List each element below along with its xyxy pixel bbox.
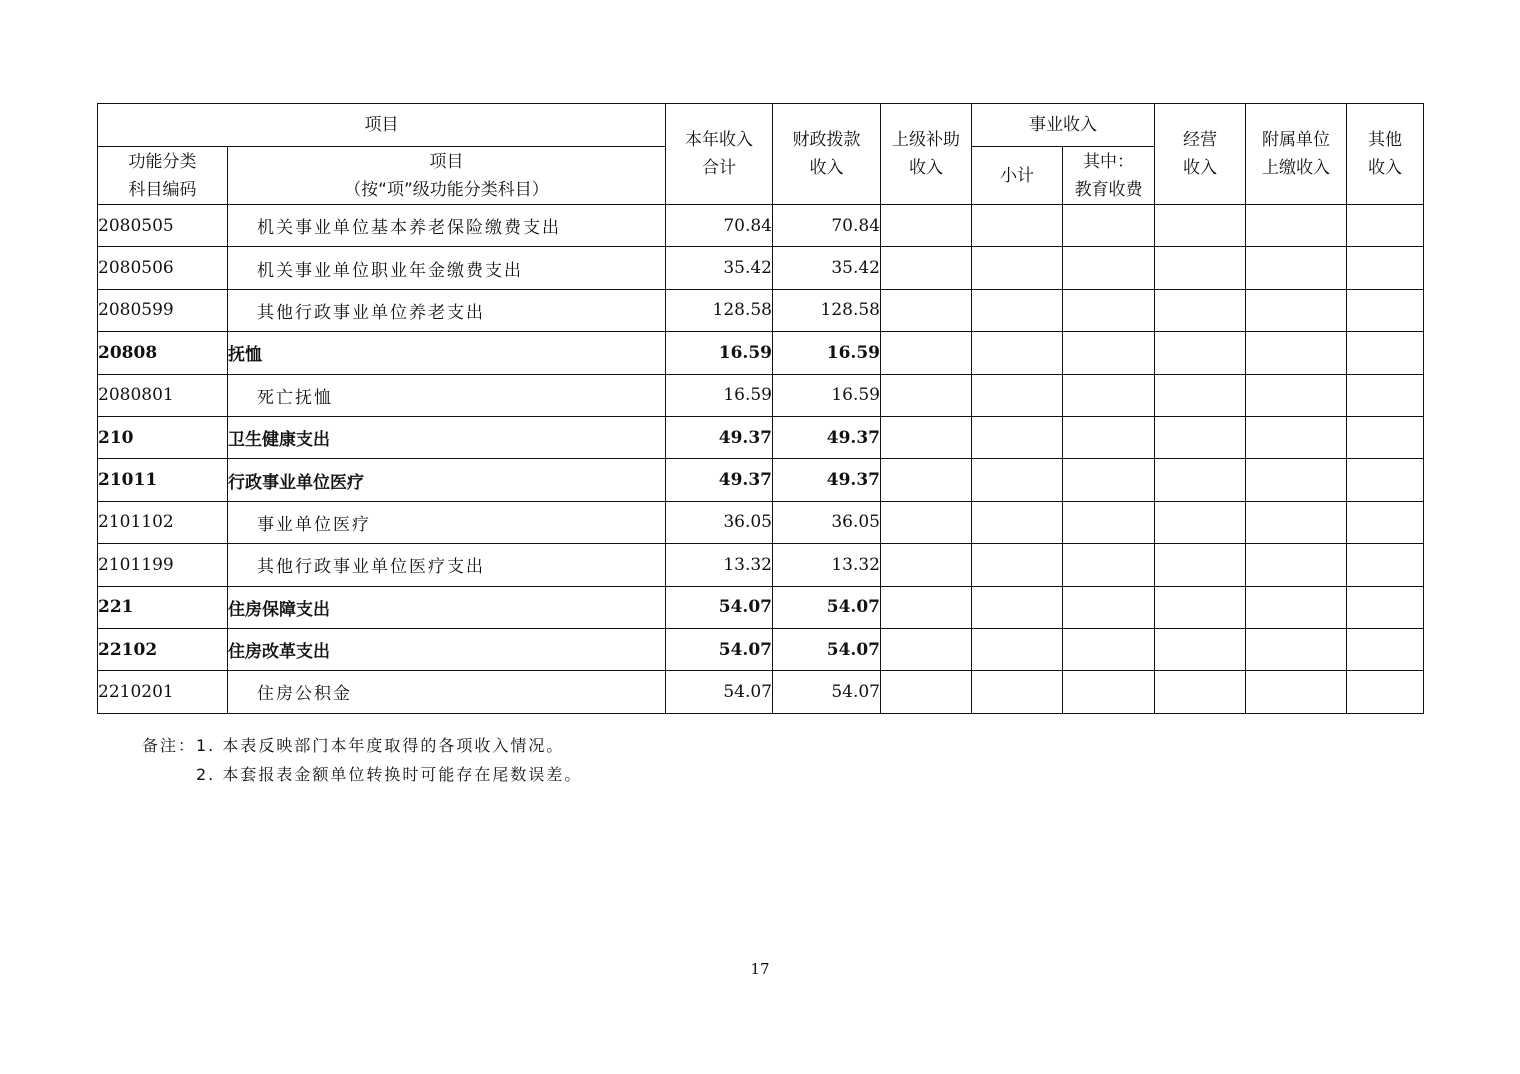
cell-total-income: 16.59	[666, 374, 773, 416]
cell-code: 20808	[98, 332, 228, 374]
header-other	[1347, 104, 1424, 205]
table-row	[98, 205, 1424, 247]
note-line-2: 2. 本套报表金额单位转换时可能存在尾数误差。	[196, 765, 583, 784]
cell-operating	[1155, 247, 1246, 289]
cell-subtotal	[972, 628, 1063, 670]
cell-code: 210	[98, 416, 228, 458]
cell-total-income: 16.59	[666, 332, 773, 374]
cell-code: 2080801	[98, 374, 228, 416]
header-superior	[881, 104, 972, 205]
cell-total-income: 70.84	[666, 205, 773, 247]
cell-fiscal: 54.07	[773, 628, 881, 670]
cell-code: 2101199	[98, 544, 228, 586]
cell-subtotal	[972, 501, 1063, 543]
table-row	[98, 544, 1424, 586]
cell-superior	[881, 501, 972, 543]
cell-operating	[1155, 289, 1246, 331]
cell-code: 221	[98, 586, 228, 628]
table-row	[98, 459, 1424, 501]
cell-other	[1347, 374, 1424, 416]
header-total-income	[666, 104, 773, 205]
cell-edu-fee	[1063, 332, 1155, 374]
cell-subtotal	[972, 416, 1063, 458]
cell-affiliated	[1246, 544, 1347, 586]
cell-affiliated	[1246, 205, 1347, 247]
cell-fiscal: 49.37	[773, 416, 881, 458]
cell-superior	[881, 416, 972, 458]
cell-fiscal: 16.59	[773, 374, 881, 416]
cell-code: 2080599	[98, 289, 228, 331]
cell-affiliated	[1246, 459, 1347, 501]
cell-subtotal	[972, 247, 1063, 289]
cell-item-name: 事业单位医疗	[228, 501, 666, 543]
cell-superior	[881, 374, 972, 416]
cell-edu-fee	[1063, 289, 1155, 331]
cell-item-name: 住房公积金	[228, 671, 666, 713]
cell-other	[1347, 416, 1424, 458]
cell-total-income: 36.05	[666, 501, 773, 543]
cell-edu-fee	[1063, 374, 1155, 416]
cell-edu-fee	[1063, 416, 1155, 458]
cell-subtotal	[972, 671, 1063, 713]
cell-operating	[1155, 586, 1246, 628]
header-item-line2: （按“项”级功能分类科目）	[344, 179, 549, 200]
header-code-line2: 科目编码	[128, 179, 197, 200]
cell-superior	[881, 586, 972, 628]
cell-fiscal: 49.37	[773, 459, 881, 501]
cell-superior	[881, 544, 972, 586]
header-edu-fee	[1063, 147, 1155, 205]
cell-edu-fee	[1063, 671, 1155, 713]
cell-fiscal: 36.05	[773, 501, 881, 543]
cell-affiliated	[1246, 586, 1347, 628]
table-row	[98, 374, 1424, 416]
cell-operating	[1155, 671, 1246, 713]
table-row	[98, 289, 1424, 331]
cell-other	[1347, 205, 1424, 247]
cell-operating	[1155, 628, 1246, 670]
cell-superior	[881, 459, 972, 501]
header-other-line2: 收入	[1368, 158, 1402, 178]
cell-item-name: 住房改革支出	[228, 628, 666, 670]
cell-other	[1347, 501, 1424, 543]
header-affiliated-line2: 上缴收入	[1262, 158, 1330, 178]
cell-subtotal	[972, 544, 1063, 586]
notes	[142, 731, 582, 789]
cell-item-name: 死亡抚恤	[228, 374, 666, 416]
cell-item-name: 其他行政事业单位医疗支出	[228, 544, 666, 586]
header-item	[228, 147, 666, 205]
header-superior-line1: 上级补助	[892, 130, 960, 150]
header-affiliated	[1246, 104, 1347, 205]
cell-affiliated	[1246, 247, 1347, 289]
cell-fiscal: 70.84	[773, 205, 881, 247]
cell-item-name: 卫生健康支出	[228, 416, 666, 458]
cell-affiliated	[1246, 332, 1347, 374]
cell-item-name: 机关事业单位基本养老保险缴费支出	[228, 205, 666, 247]
table-row	[98, 628, 1424, 670]
cell-item-name: 行政事业单位医疗	[228, 459, 666, 501]
cell-operating	[1155, 374, 1246, 416]
cell-superior	[881, 205, 972, 247]
cell-affiliated	[1246, 501, 1347, 543]
cell-operating	[1155, 459, 1246, 501]
header-total-income-line2: 合计	[702, 158, 736, 178]
cell-edu-fee	[1063, 501, 1155, 543]
cell-total-income: 35.42	[666, 247, 773, 289]
cell-code: 22102	[98, 628, 228, 670]
cell-item-name: 住房保障支出	[228, 586, 666, 628]
header-row-1	[98, 104, 1424, 147]
cell-code: 21011	[98, 459, 228, 501]
cell-item-name: 机关事业单位职业年金缴费支出	[228, 247, 666, 289]
cell-operating	[1155, 416, 1246, 458]
cell-edu-fee	[1063, 586, 1155, 628]
cell-other	[1347, 671, 1424, 713]
cell-other	[1347, 544, 1424, 586]
cell-item-name: 抚恤	[228, 332, 666, 374]
header-project: 项目	[98, 104, 666, 147]
cell-fiscal: 13.32	[773, 544, 881, 586]
cell-superior	[881, 289, 972, 331]
table-row	[98, 416, 1424, 458]
header-fiscal-line2: 收入	[809, 158, 844, 178]
cell-edu-fee	[1063, 247, 1155, 289]
cell-affiliated	[1246, 628, 1347, 670]
cell-operating	[1155, 205, 1246, 247]
header-edu-line2: 教育收费	[1074, 179, 1143, 200]
table-row	[98, 247, 1424, 289]
header-code-line1: 功能分类	[128, 151, 197, 172]
cell-superior	[881, 332, 972, 374]
header-other-line1: 其他	[1368, 130, 1402, 150]
cell-operating	[1155, 501, 1246, 543]
header-affiliated-line1: 附属单位	[1262, 130, 1330, 150]
cell-subtotal	[972, 459, 1063, 501]
header-operating-line2: 收入	[1183, 158, 1217, 178]
cell-affiliated	[1246, 289, 1347, 331]
cell-total-income: 13.32	[666, 544, 773, 586]
cell-affiliated	[1246, 416, 1347, 458]
note-line-1: 备注：1. 本表反映部门本年度取得的各项收入情况。	[142, 736, 565, 755]
cell-fiscal: 54.07	[773, 671, 881, 713]
header-fiscal-line1: 财政拨款	[792, 130, 861, 150]
income-table	[97, 103, 1424, 714]
header-operating-line1: 经营	[1183, 130, 1217, 150]
cell-operating	[1155, 332, 1246, 374]
cell-code: 2101102	[98, 501, 228, 543]
cell-edu-fee	[1063, 628, 1155, 670]
cell-fiscal: 35.42	[773, 247, 881, 289]
table-row	[98, 501, 1424, 543]
cell-total-income: 49.37	[666, 459, 773, 501]
cell-edu-fee	[1063, 459, 1155, 501]
cell-code: 2080505	[98, 205, 228, 247]
cell-fiscal: 54.07	[773, 586, 881, 628]
table-row	[98, 332, 1424, 374]
cell-superior	[881, 247, 972, 289]
header-superior-line2: 收入	[909, 158, 943, 178]
header-total-income-line1: 本年收入	[685, 130, 753, 150]
cell-total-income: 54.07	[666, 586, 773, 628]
cell-edu-fee	[1063, 544, 1155, 586]
cell-total-income: 54.07	[666, 671, 773, 713]
header-code	[98, 147, 228, 205]
cell-subtotal	[972, 332, 1063, 374]
table-row	[98, 586, 1424, 628]
table-body	[98, 205, 1424, 714]
header-operating	[1155, 104, 1246, 205]
page-number: 17	[750, 960, 770, 978]
cell-other	[1347, 586, 1424, 628]
cell-fiscal: 128.58	[773, 289, 881, 331]
cell-edu-fee	[1063, 205, 1155, 247]
cell-code: 2080506	[98, 247, 228, 289]
cell-other	[1347, 247, 1424, 289]
cell-total-income: 128.58	[666, 289, 773, 331]
cell-subtotal	[972, 374, 1063, 416]
cell-total-income: 49.37	[666, 416, 773, 458]
cell-superior	[881, 628, 972, 670]
cell-fiscal: 16.59	[773, 332, 881, 374]
header-item-line1: 项目	[429, 151, 464, 172]
table-row	[98, 671, 1424, 713]
cell-other	[1347, 332, 1424, 374]
cell-other	[1347, 628, 1424, 670]
cell-other	[1347, 289, 1424, 331]
cell-subtotal	[972, 289, 1063, 331]
cell-affiliated	[1246, 374, 1347, 416]
header-fiscal	[773, 104, 881, 205]
cell-superior	[881, 671, 972, 713]
header-business-income: 事业收入	[972, 104, 1155, 147]
cell-other	[1347, 459, 1424, 501]
cell-affiliated	[1246, 671, 1347, 713]
cell-operating	[1155, 544, 1246, 586]
cell-total-income: 54.07	[666, 628, 773, 670]
cell-code: 2210201	[98, 671, 228, 713]
cell-subtotal	[972, 586, 1063, 628]
cell-subtotal	[972, 205, 1063, 247]
cell-item-name: 其他行政事业单位养老支出	[228, 289, 666, 331]
header-edu-line1: 其中：	[1083, 151, 1134, 172]
header-subtotal: 小计	[972, 147, 1063, 205]
